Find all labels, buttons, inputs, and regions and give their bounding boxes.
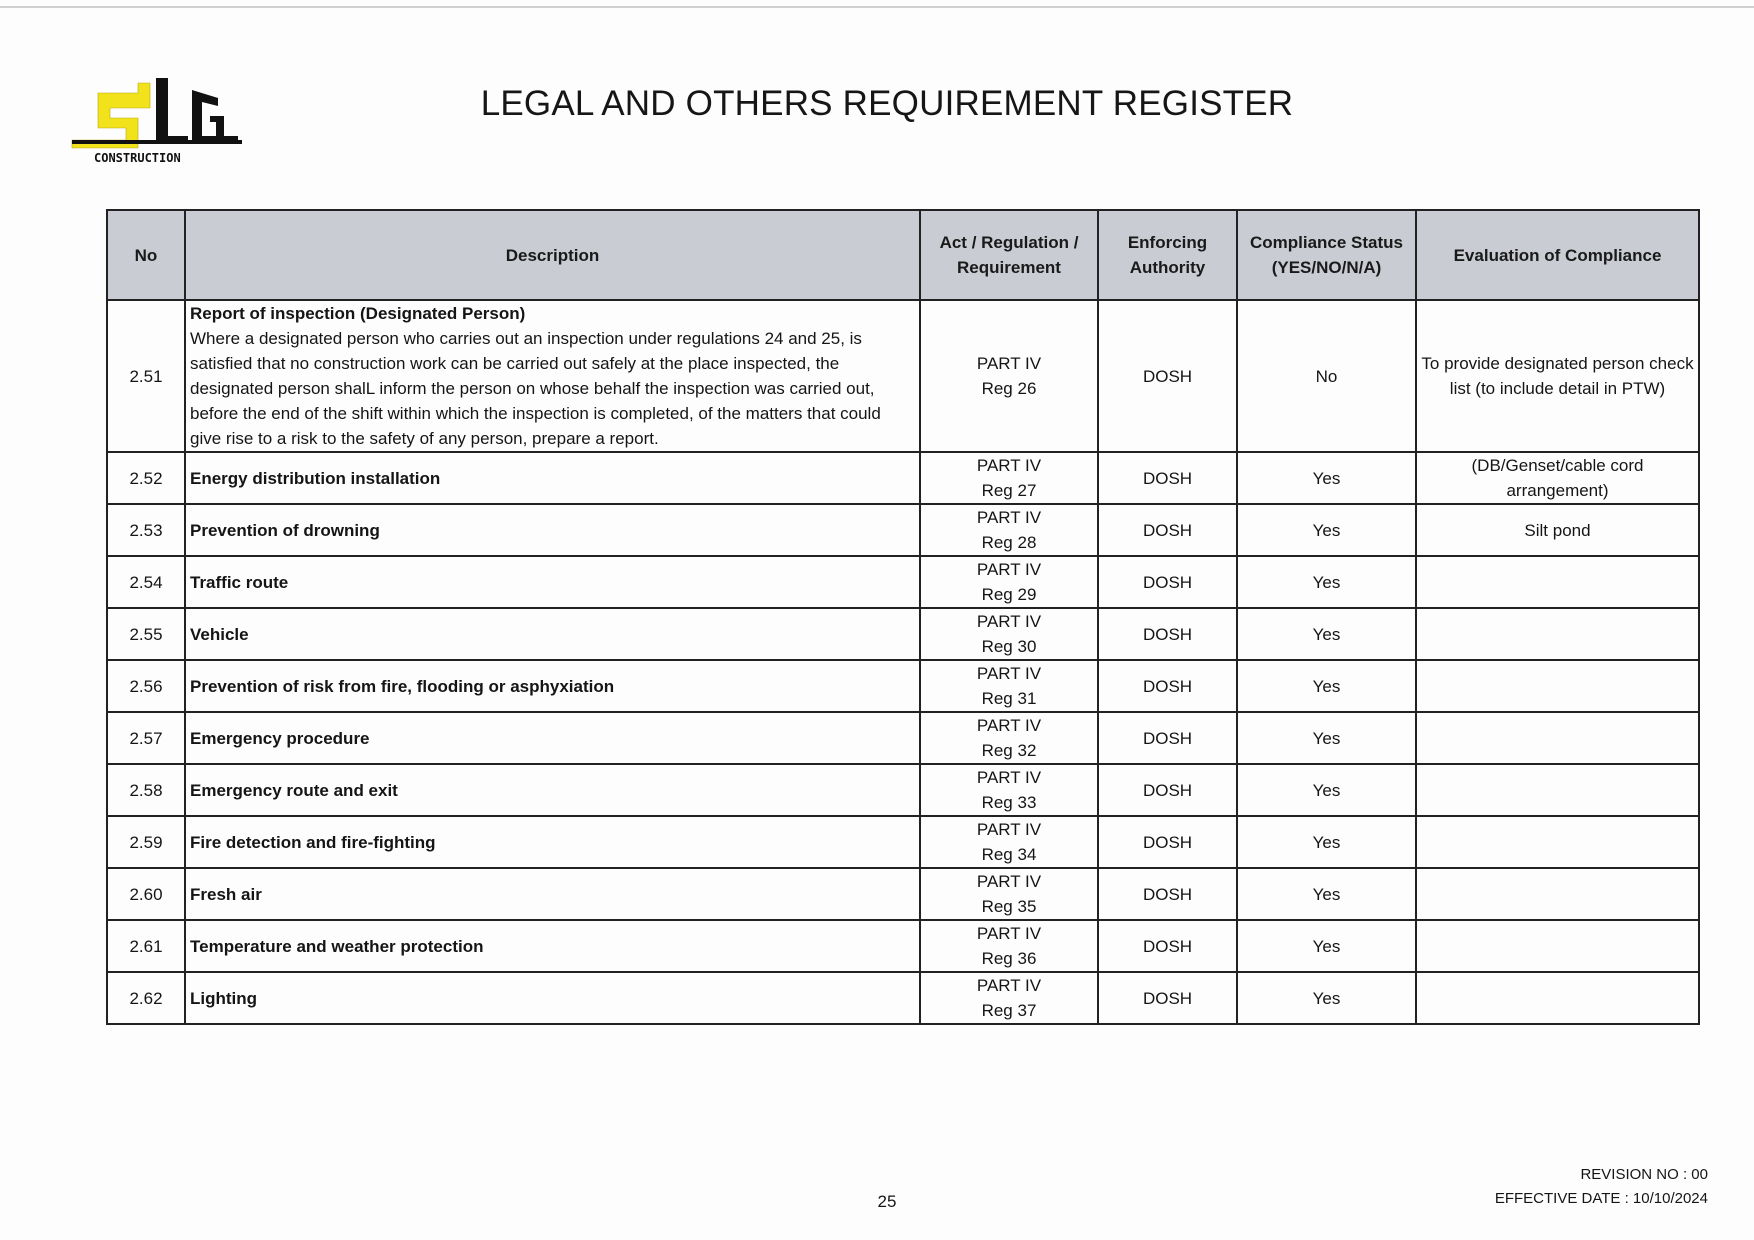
table-row <box>107 504 1699 556</box>
row-compliance-status: Yes <box>1237 920 1416 972</box>
row-act-reg: Reg 28 <box>981 533 1037 552</box>
row-enforcing-authority: DOSH <box>1098 972 1237 1024</box>
row-compliance-status: Yes <box>1237 764 1416 816</box>
row-description-title: Fire detection and fire-fighting <box>185 816 920 868</box>
row-act-reg: Reg 29 <box>981 585 1037 604</box>
row-evaluation <box>1416 660 1699 712</box>
row-act-reg: Reg 26 <box>981 379 1037 398</box>
table-row <box>107 556 1699 608</box>
row-act-regulation <box>920 816 1098 868</box>
row-number: 2.55 <box>107 608 185 660</box>
row-act-part: PART IV <box>976 560 1042 579</box>
row-evaluation <box>1416 608 1699 660</box>
row-act-reg: Reg 31 <box>981 689 1037 708</box>
row-act-reg: Reg 33 <box>981 793 1037 812</box>
row-compliance-status: No <box>1237 300 1416 452</box>
row-enforcing-authority: DOSH <box>1098 660 1237 712</box>
row-act-regulation <box>920 712 1098 764</box>
row-description-title: Emergency route and exit <box>185 764 920 816</box>
row-act-part: PART IV <box>976 456 1042 475</box>
table-row <box>107 608 1699 660</box>
row-act-part: PART IV <box>976 354 1042 373</box>
row-evaluation <box>1416 816 1699 868</box>
row-act-reg: Reg 27 <box>981 481 1037 500</box>
table-row <box>107 920 1699 972</box>
row-description-title: Energy distribution installation <box>185 452 920 504</box>
row-enforcing-authority: DOSH <box>1098 608 1237 660</box>
column-header-evaluation: Evaluation of Compliance <box>1416 210 1699 300</box>
table-row <box>107 300 1699 452</box>
effective-date: EFFECTIVE DATE : 10/10/2024 <box>1494 1190 1708 1207</box>
column-header-act-regulation <box>920 210 1098 300</box>
row-description <box>185 300 920 452</box>
row-description-title: Traffic route <box>185 556 920 608</box>
row-compliance-status: Yes <box>1237 608 1416 660</box>
column-header-compliance-status <box>1237 210 1416 300</box>
row-enforcing-authority: DOSH <box>1098 504 1237 556</box>
row-evaluation <box>1416 712 1699 764</box>
row-act-part: PART IV <box>976 768 1042 787</box>
row-number: 2.59 <box>107 816 185 868</box>
row-number: 2.54 <box>107 556 185 608</box>
row-act-reg: Reg 32 <box>981 741 1037 760</box>
row-enforcing-authority: DOSH <box>1098 300 1237 452</box>
row-enforcing-authority: DOSH <box>1098 556 1237 608</box>
row-number: 2.52 <box>107 452 185 504</box>
table-header-row <box>107 210 1699 300</box>
row-description-title: Fresh air <box>185 868 920 920</box>
row-act-regulation <box>920 300 1098 452</box>
column-header-enforcing-authority-label: Enforcing Authority <box>1127 233 1208 277</box>
row-enforcing-authority: DOSH <box>1098 764 1237 816</box>
row-enforcing-authority: DOSH <box>1098 712 1237 764</box>
table-row <box>107 712 1699 764</box>
row-compliance-status: Yes <box>1237 816 1416 868</box>
row-compliance-status: Yes <box>1237 660 1416 712</box>
row-evaluation <box>1416 972 1699 1024</box>
row-act-regulation <box>920 764 1098 816</box>
scan-edge-line <box>0 6 1754 8</box>
row-act-part: PART IV <box>976 976 1042 995</box>
column-header-act-regulation-label: Act / Regulation / Requirement <box>939 233 1079 277</box>
row-description-body: Where a designated person who carries out an inspection under regulations 24 and 25, is satisfied that no construction work can be carried out safely at the place inspected, the designated person shalL inform the person on whose behalf the inspection was carried out, before the end of the shift within which the inspection is completed, of the matters that could give rise to a risk to the safety of any person, prepare a report. <box>190 329 881 448</box>
row-evaluation: To provide designated person check list (to include detail in PTW) <box>1416 300 1699 452</box>
row-enforcing-authority: DOSH <box>1098 920 1237 972</box>
row-act-reg: Reg 35 <box>981 897 1037 916</box>
row-compliance-status: Yes <box>1237 556 1416 608</box>
row-act-reg: Reg 36 <box>981 949 1037 968</box>
table-row <box>107 452 1699 504</box>
row-act-regulation <box>920 556 1098 608</box>
row-description-title: Emergency procedure <box>185 712 920 764</box>
row-act-regulation <box>920 660 1098 712</box>
row-evaluation: Silt pond <box>1416 504 1699 556</box>
row-act-part: PART IV <box>976 924 1042 943</box>
document-footer <box>1495 1163 1708 1211</box>
row-act-regulation <box>920 608 1098 660</box>
column-header-no: No <box>107 210 185 300</box>
row-description-title: Temperature and weather protection <box>185 920 920 972</box>
row-description-title: Vehicle <box>185 608 920 660</box>
row-act-regulation <box>920 920 1098 972</box>
row-act-part: PART IV <box>976 820 1042 839</box>
row-number: 2.62 <box>107 972 185 1024</box>
requirement-register-table <box>106 209 1700 1025</box>
row-act-regulation <box>920 504 1098 556</box>
row-act-regulation <box>920 452 1098 504</box>
row-act-regulation <box>920 868 1098 920</box>
row-compliance-status: Yes <box>1237 452 1416 504</box>
row-number: 2.60 <box>107 868 185 920</box>
row-enforcing-authority: DOSH <box>1098 816 1237 868</box>
row-number: 2.51 <box>107 300 185 452</box>
row-act-regulation <box>920 972 1098 1024</box>
row-act-part: PART IV <box>976 664 1042 683</box>
row-enforcing-authority: DOSH <box>1098 452 1237 504</box>
row-act-reg: Reg 30 <box>981 637 1037 656</box>
row-number: 2.53 <box>107 504 185 556</box>
row-act-part: PART IV <box>976 716 1042 735</box>
row-compliance-status: Yes <box>1237 868 1416 920</box>
row-compliance-status: Yes <box>1237 712 1416 764</box>
row-evaluation: (DB/Genset/cable cord arrangement) <box>1416 452 1699 504</box>
row-number: 2.56 <box>107 660 185 712</box>
row-description-title: Prevention of drowning <box>185 504 920 556</box>
row-number: 2.57 <box>107 712 185 764</box>
table-row <box>107 816 1699 868</box>
row-act-part: PART IV <box>976 872 1042 891</box>
page-title: LEGAL AND OTHERS REQUIREMENT REGISTER <box>480 84 1294 123</box>
row-compliance-status: Yes <box>1237 972 1416 1024</box>
column-header-description: Description <box>185 210 920 300</box>
row-description-title: Lighting <box>185 972 920 1024</box>
column-header-enforcing-authority <box>1098 210 1237 300</box>
row-description-title: Report of inspection (Designated Person) <box>190 304 526 323</box>
page-number: 25 <box>877 1192 897 1211</box>
revision-number: REVISION NO : 00 <box>1580 1166 1708 1183</box>
table-row <box>107 660 1699 712</box>
row-evaluation <box>1416 764 1699 816</box>
table-row <box>107 972 1699 1024</box>
row-act-reg: Reg 37 <box>981 1001 1037 1020</box>
row-enforcing-authority: DOSH <box>1098 868 1237 920</box>
row-number: 2.58 <box>107 764 185 816</box>
row-evaluation <box>1416 920 1699 972</box>
table-row <box>107 764 1699 816</box>
row-act-reg: Reg 34 <box>981 845 1037 864</box>
row-compliance-status: Yes <box>1237 504 1416 556</box>
row-description-title: Prevention of risk from fire, flooding or asphyxiation <box>185 660 920 712</box>
table-row <box>107 868 1699 920</box>
row-act-part: PART IV <box>976 508 1042 527</box>
row-number: 2.61 <box>107 920 185 972</box>
logo-caption: CONSTRUCTION <box>94 151 181 165</box>
row-act-part: PART IV <box>976 612 1042 631</box>
row-evaluation <box>1416 556 1699 608</box>
row-evaluation <box>1416 868 1699 920</box>
column-header-compliance-status-label: Compliance Status (YES/NO/N/A) <box>1249 233 1404 277</box>
